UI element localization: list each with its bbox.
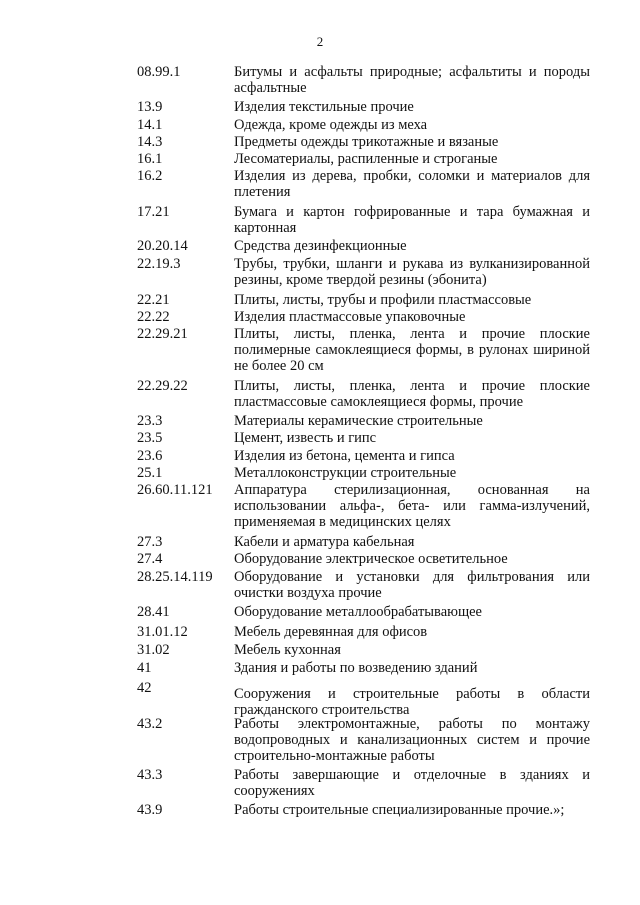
entry-code: 08.99.1 [137, 64, 181, 80]
entry-code: 16.2 [137, 168, 163, 184]
entry-code: 27.3 [137, 534, 163, 550]
entry-code: 22.19.3 [137, 256, 181, 272]
entry-name: Плиты, листы, трубы и профили пластмассовые [234, 292, 532, 308]
entry-name: Плиты, листы, пленка, лента и прочие плоские полимерные самоклеящиеся формы, в рулонах шириной не более 20 см [234, 326, 590, 374]
entry-name: Изделия текстильные прочие [234, 99, 414, 115]
entry-code: 42 [137, 680, 152, 696]
entry-name: Оборудование и установки для фильтрования или очистки воздуха прочие [234, 569, 590, 601]
entry-name: Трубы, трубки, шланги и рукава из вулканизированной резины, кроме твердой резины (эбонита) [234, 256, 590, 288]
entry-name: Битумы и асфальты природные; асфальтиты и породы асфальтные [234, 64, 590, 96]
entry-name: Работы электромонтажные, работы по монтажу водопроводных и канализационных систем и прочие строительно-монтажные работы [234, 716, 590, 764]
entry-name: Плиты, листы, пленка, лента и прочие плоские пластмассовые самоклеящиеся формы, прочие [234, 378, 590, 410]
entry-name: Здания и работы по возведению зданий [234, 660, 478, 676]
entry-code: 25.1 [137, 465, 163, 481]
entry-code: 23.3 [137, 413, 163, 429]
page-number: 2 [316, 34, 324, 49]
entry-name: Средства дезинфекционные [234, 238, 407, 254]
entry-code: 41 [137, 660, 152, 676]
entry-name: Работы завершающие и отделочные в зданиях и сооружениях [234, 767, 590, 799]
entry-name: Сооружения и строительные работы в области гражданского строительства [234, 686, 590, 718]
entry-code: 43.2 [137, 716, 163, 732]
entry-code: 31.02 [137, 642, 170, 658]
entry-name: Аппаратура стерилизационная, основанная на использовании альфа-, бета- или гамма-излучений, применяемая в медицинских целях [234, 482, 590, 530]
entry-code: 43.3 [137, 767, 163, 783]
entry-code: 13.9 [137, 99, 163, 115]
entry-code: 26.60.11.121 [137, 482, 213, 498]
entry-code: 20.20.14 [137, 238, 188, 254]
entry-name: Изделия из бетона, цемента и гипса [234, 448, 455, 464]
entry-name: Мебель деревянная для офисов [234, 624, 428, 640]
entry-code: 22.21 [137, 292, 170, 308]
entry-code: 22.29.21 [137, 326, 188, 342]
entry-name: Оборудование металлообрабатывающее [234, 604, 482, 620]
entry-code: 23.5 [137, 430, 163, 446]
entry-name: Материалы керамические строительные [234, 413, 483, 429]
entry-code: 43.9 [137, 802, 163, 818]
entry-code: 31.01.12 [137, 624, 188, 640]
entry-name: Изделия из дерева, пробки, соломки и материалов для плетения [234, 168, 590, 200]
entry-name: Оборудование электрическое осветительное [234, 551, 508, 567]
entry-name: Одежда, кроме одежды из меха [234, 117, 428, 133]
entry-code: 23.6 [137, 448, 163, 464]
entry-name: Изделия пластмассовые упаковочные [234, 309, 466, 325]
entry-name: Мебель кухонная [234, 642, 341, 658]
entry-code: 17.21 [137, 204, 170, 220]
entry-name: Работы строительные специализированные прочие.»; [234, 802, 565, 818]
entry-name: Кабели и арматура кабельная [234, 534, 415, 550]
entry-code: 14.3 [137, 134, 163, 150]
entry-code: 14.1 [137, 117, 163, 133]
entry-name: Бумага и картон гофрированные и тара бумажная и картонная [234, 204, 590, 236]
entry-code: 28.41 [137, 604, 170, 620]
entry-name: Лесоматериалы, распиленные и строганые [234, 151, 498, 167]
entry-name: Цемент, известь и гипс [234, 430, 377, 446]
entry-code: 28.25.14.119 [137, 569, 213, 585]
entry-name: Предметы одежды трикотажные и вязаные [234, 134, 499, 150]
entry-code: 27.4 [137, 551, 163, 567]
entry-code: 16.1 [137, 151, 163, 167]
entry-code: 22.22 [137, 309, 170, 325]
entry-name: Металлоконструкции строительные [234, 465, 457, 481]
entry-code: 22.29.22 [137, 378, 188, 394]
